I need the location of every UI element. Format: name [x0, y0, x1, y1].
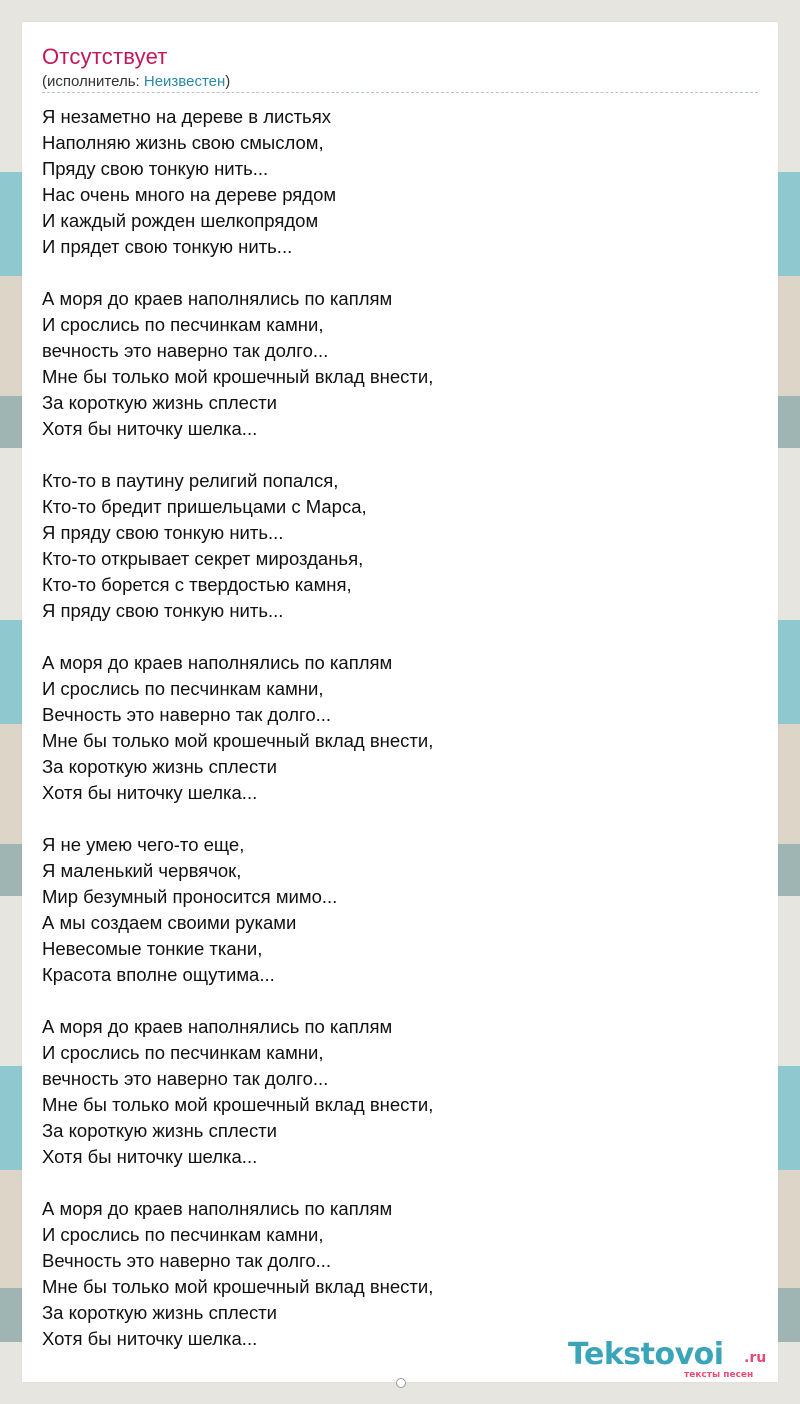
lyrics-card — [22, 22, 778, 1382]
logo-wordmark: Tekstovoi — [568, 1337, 724, 1372]
site-logo[interactable] — [568, 1338, 778, 1382]
lyrics-line: Я не умею чего-то еще, — [42, 834, 245, 855]
lyrics-line: И прядет свою тонкую нить... — [42, 236, 293, 257]
lyrics-line: За короткую жизнь сплести — [42, 756, 277, 777]
lyrics-line: За короткую жизнь сплести — [42, 1120, 277, 1141]
title-divider — [42, 92, 758, 93]
artist-suffix: ) — [225, 73, 231, 90]
lyrics-line: Красота вполне ощутима... — [42, 964, 275, 985]
artist-line — [42, 73, 230, 90]
lyrics-text — [42, 104, 742, 1378]
lyrics-stanza — [42, 468, 742, 624]
lyrics-line: Нас очень много на дереве рядом — [42, 184, 337, 205]
lyrics-line: Кто-то борется с твердостью камня, — [42, 574, 352, 595]
lyrics-line: Кто-то бредит пришельцами с Марса, — [42, 496, 367, 517]
lyrics-line: Хотя бы ниточку шелка... — [42, 1146, 258, 1167]
lyrics-line: А моря до краев наполнялись по каплям — [42, 1016, 393, 1037]
lyrics-line: Мне бы только мой крошечный вклад внести, — [42, 730, 434, 751]
lyrics-line: И срослись по песчинкам камни, — [42, 314, 324, 335]
lyrics-line: За короткую жизнь сплести — [42, 392, 277, 413]
lyrics-line: Мне бы только мой крошечный вклад внести, — [42, 1276, 434, 1297]
lyrics-stanza — [42, 832, 742, 988]
lyrics-line: И срослись по песчинкам камни, — [42, 1042, 324, 1063]
lyrics-line: И каждый рожден шелкопрядом — [42, 210, 319, 231]
lyrics-line: Вечность это наверно так долго... — [42, 1250, 332, 1271]
lyrics-line: Кто-то открывает секрет мирозданья, — [42, 548, 364, 569]
lyrics-line: И срослись по песчинкам камни, — [42, 1224, 324, 1245]
lyrics-line: Мне бы только мой крошечный вклад внести, — [42, 366, 434, 387]
lyrics-stanza — [42, 286, 742, 442]
lyrics-line: А моря до краев наполнялись по каплям — [42, 288, 393, 309]
lyrics-line: Вечность это наверно так долго... — [42, 704, 332, 725]
lyrics-line: А моря до краев наполнялись по каплям — [42, 652, 393, 673]
lyrics-line: Хотя бы ниточку шелка... — [42, 418, 258, 439]
artist-link[interactable]: Неизвестен — [143, 73, 226, 90]
lyrics-line: Мне бы только мой крошечный вклад внести, — [42, 1094, 434, 1115]
lyrics-line: вечность это наверно так долго... — [42, 1068, 329, 1089]
lyrics-stanza — [42, 1014, 742, 1170]
lyrics-line: За короткую жизнь сплести — [42, 1302, 277, 1323]
lyrics-line: Кто-то в паутину религий попался, — [42, 470, 339, 491]
lyrics-line: Мир безумный проносится мимо... — [42, 886, 338, 907]
lyrics-stanza — [42, 1196, 742, 1352]
lyrics-line: Невесомые тонкие ткани, — [42, 938, 263, 959]
lyrics-line: Я незаметно на дереве в листьях — [42, 106, 331, 127]
lyrics-line: Я маленький червячок, — [42, 860, 242, 881]
page-ring-icon — [396, 1378, 406, 1388]
lyrics-line: Хотя бы ниточку шелка... — [42, 782, 258, 803]
lyrics-line: А моря до краев наполнялись по каплям — [42, 1198, 393, 1219]
artist-prefix: (исполнитель: — [42, 73, 144, 90]
logo-tld: .ru — [744, 1350, 767, 1366]
lyrics-stanza — [42, 104, 742, 260]
logo-tagline: тексты песен — [684, 1370, 754, 1380]
lyrics-line: Я пряду свою тонкую нить... — [42, 522, 284, 543]
lyrics-line: А мы создаем своими руками — [42, 912, 297, 933]
lyrics-line: Наполняю жизнь свою смыслом, — [42, 132, 324, 153]
lyrics-stanza — [42, 650, 742, 806]
lyrics-line: вечность это наверно так долго... — [42, 340, 329, 361]
lyrics-line: Пряду свою тонкую нить... — [42, 158, 269, 179]
lyrics-line: Хотя бы ниточку шелка... — [42, 1328, 258, 1349]
lyrics-line: Я пряду свою тонкую нить... — [42, 600, 284, 621]
lyrics-line: И срослись по песчинкам камни, — [42, 678, 324, 699]
song-title: Отсутствует — [42, 44, 168, 69]
